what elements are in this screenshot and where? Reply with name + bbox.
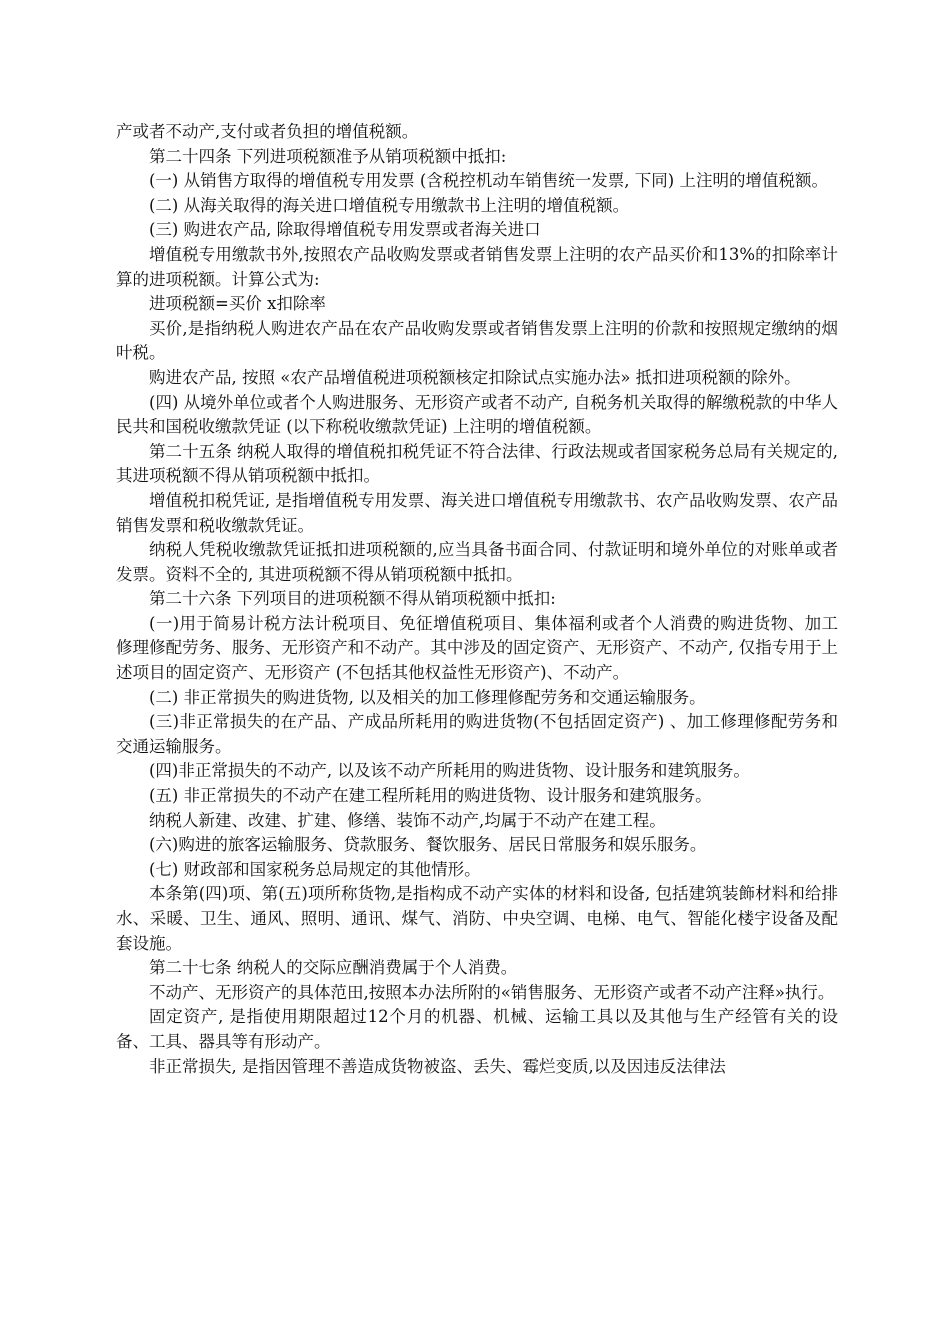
formula: 进项税额=买价 x扣除率 <box>149 294 326 314</box>
payment-voucher-requirements: 纳税人凭税收缴款凭证抵扣进项税额的,应当具备书面合同、付款证明和境外单位的对账单或者发票。资料不全的, 其进项税额不得从销项税额中抵扣。 <box>116 540 838 584</box>
deduction-voucher-definition: 增值税扣税凭证, 是指增值税专用发票、海关进口增值税专用缴款书、农产品收购发票、农产品销售发票和税收缴款凭证。 <box>116 490 838 535</box>
article-24-item-3: (三) 购进农产品, 除取得增值税专用发票或者海关进口 <box>149 220 541 240</box>
article-26-item-5: (五) 非正常损失的不动产在建工程所耗用的购进货物、设计服务和建筑服务。 <box>149 786 712 806</box>
article-24-item-2: (二) 从海关取得的海关进口增值税专用缴款书上注明的增值税额。 <box>149 195 630 215</box>
article-24-item-4: (四) 从境外单位或者个人购进服务、无形资产或者不动产, 自税务机关取得的解缴税款的中华人民共和国税收缴款凭证 (以下称税收缴款凭证) 上注明的增值税额。 <box>116 392 838 437</box>
document-page <box>116 120 838 1079</box>
article-26-item-2: (二) 非正常损失的购进货物, 以及相关的加工修理修配劳务和交通运输服务。 <box>149 687 706 707</box>
article-27: 第二十七条 纳税人的交际应酬消费属于个人消费。 <box>149 958 518 978</box>
fixed-assets-definition: 固定资产, 是指使用期限超过12个月的机器、机械、运输工具以及其他与生产经管有关的设备、工具、器具等有形动产。 <box>116 1007 838 1051</box>
article-26-heading: 第二十六条 下列项目的进项税额不得从销项税额中抵扣: <box>149 589 556 609</box>
article-24-heading: 第二十四条 下列进项税额准予从销项税额中抵扣: <box>149 146 507 166</box>
article-26-item-7: (七) 财政部和国家税务总局规定的其他情形。 <box>149 859 481 879</box>
article-24-item-1: (一) 从销售方取得的增值税专用发票 (含税控机动车销售统一发票, 下同) 上注明的增值税额。 <box>149 171 828 191</box>
purchase-price-definition: 买价,是指纳税人购进农产品在农产品收购发票或者销售发票上注明的价款和按照规定缴纳的烟叶税。 <box>116 318 838 363</box>
article-25: 第二十五条 纳税人取得的增值税扣税凭证不符合法律、行政法规或者国家税务总局有关规定的,其进项税额不得从销项税额中抵扣。 <box>116 441 838 486</box>
agricultural-exception: 购进农产品, 按照 «农产品增值税进项税额核定扣除试点实施办法» 抵扣进项税额的除外。 <box>149 367 801 387</box>
scope-note: 不动产、无形资产的具体范田,按照本办法所附的«销售服务、无形资产或者不动产注释»执行。 <box>149 982 835 1002</box>
goods-definition: 本条第(四)项、第(五)项所称货物,是指构成不动产实体的材料和设备, 包括建筑装飾材料和给排水、采暖、卫生、通风、照明、通讯、煤气、消防、中央空调、电梯、电气、智能化楼宇设备及配套设施。 <box>116 884 838 953</box>
abnormal-loss-definition: 非正常损失, 是指因管理不善造成货物被盗、丢失、霉烂变质,以及因违反法律法 <box>149 1056 726 1076</box>
article-26-item-3: (三)非正常损失的在产品、产成品所耗用的购进货物(不包括固定资产) 、加工修理修配劳务和交通运输服务。 <box>116 712 838 756</box>
article-26-item-1: (一)用于简易计税方法计税项目、免征增值税项目、集体福利或者个人消费的购进货物、加工修理修配劳务、服务、无形资产和不动产。其中涉及的固定资产、无形资产、不动产, 仅指专用于上述项目的固定资产、无形资产 (不包括其他权益性无形资产)、不动产。 <box>116 613 838 683</box>
article-26-item-6: (六)购进的旅客运输服务、贷款服务、餐饮服务、居民日常服务和娱乐服务。 <box>149 835 707 855</box>
article-26-item-4: (四)非正常损失的不动产, 以及该不动产所耗用的购进货物、设计服务和建筑服务。 <box>149 761 750 781</box>
paragraph-continuation: 产或者不动产,支付或者负担的增值税额。 <box>116 122 419 141</box>
construction-in-progress-note: 纳税人新建、改建、扩建、修缮、装饰不动产,均属于不动产在建工程。 <box>149 810 666 830</box>
article-24-item-3-detail: 增值税专用缴款书外,按照农产品收购发票或者销售发票上注明的农产品买价和13%的扣除率计算的进项税额。计算公式为: <box>116 244 838 289</box>
